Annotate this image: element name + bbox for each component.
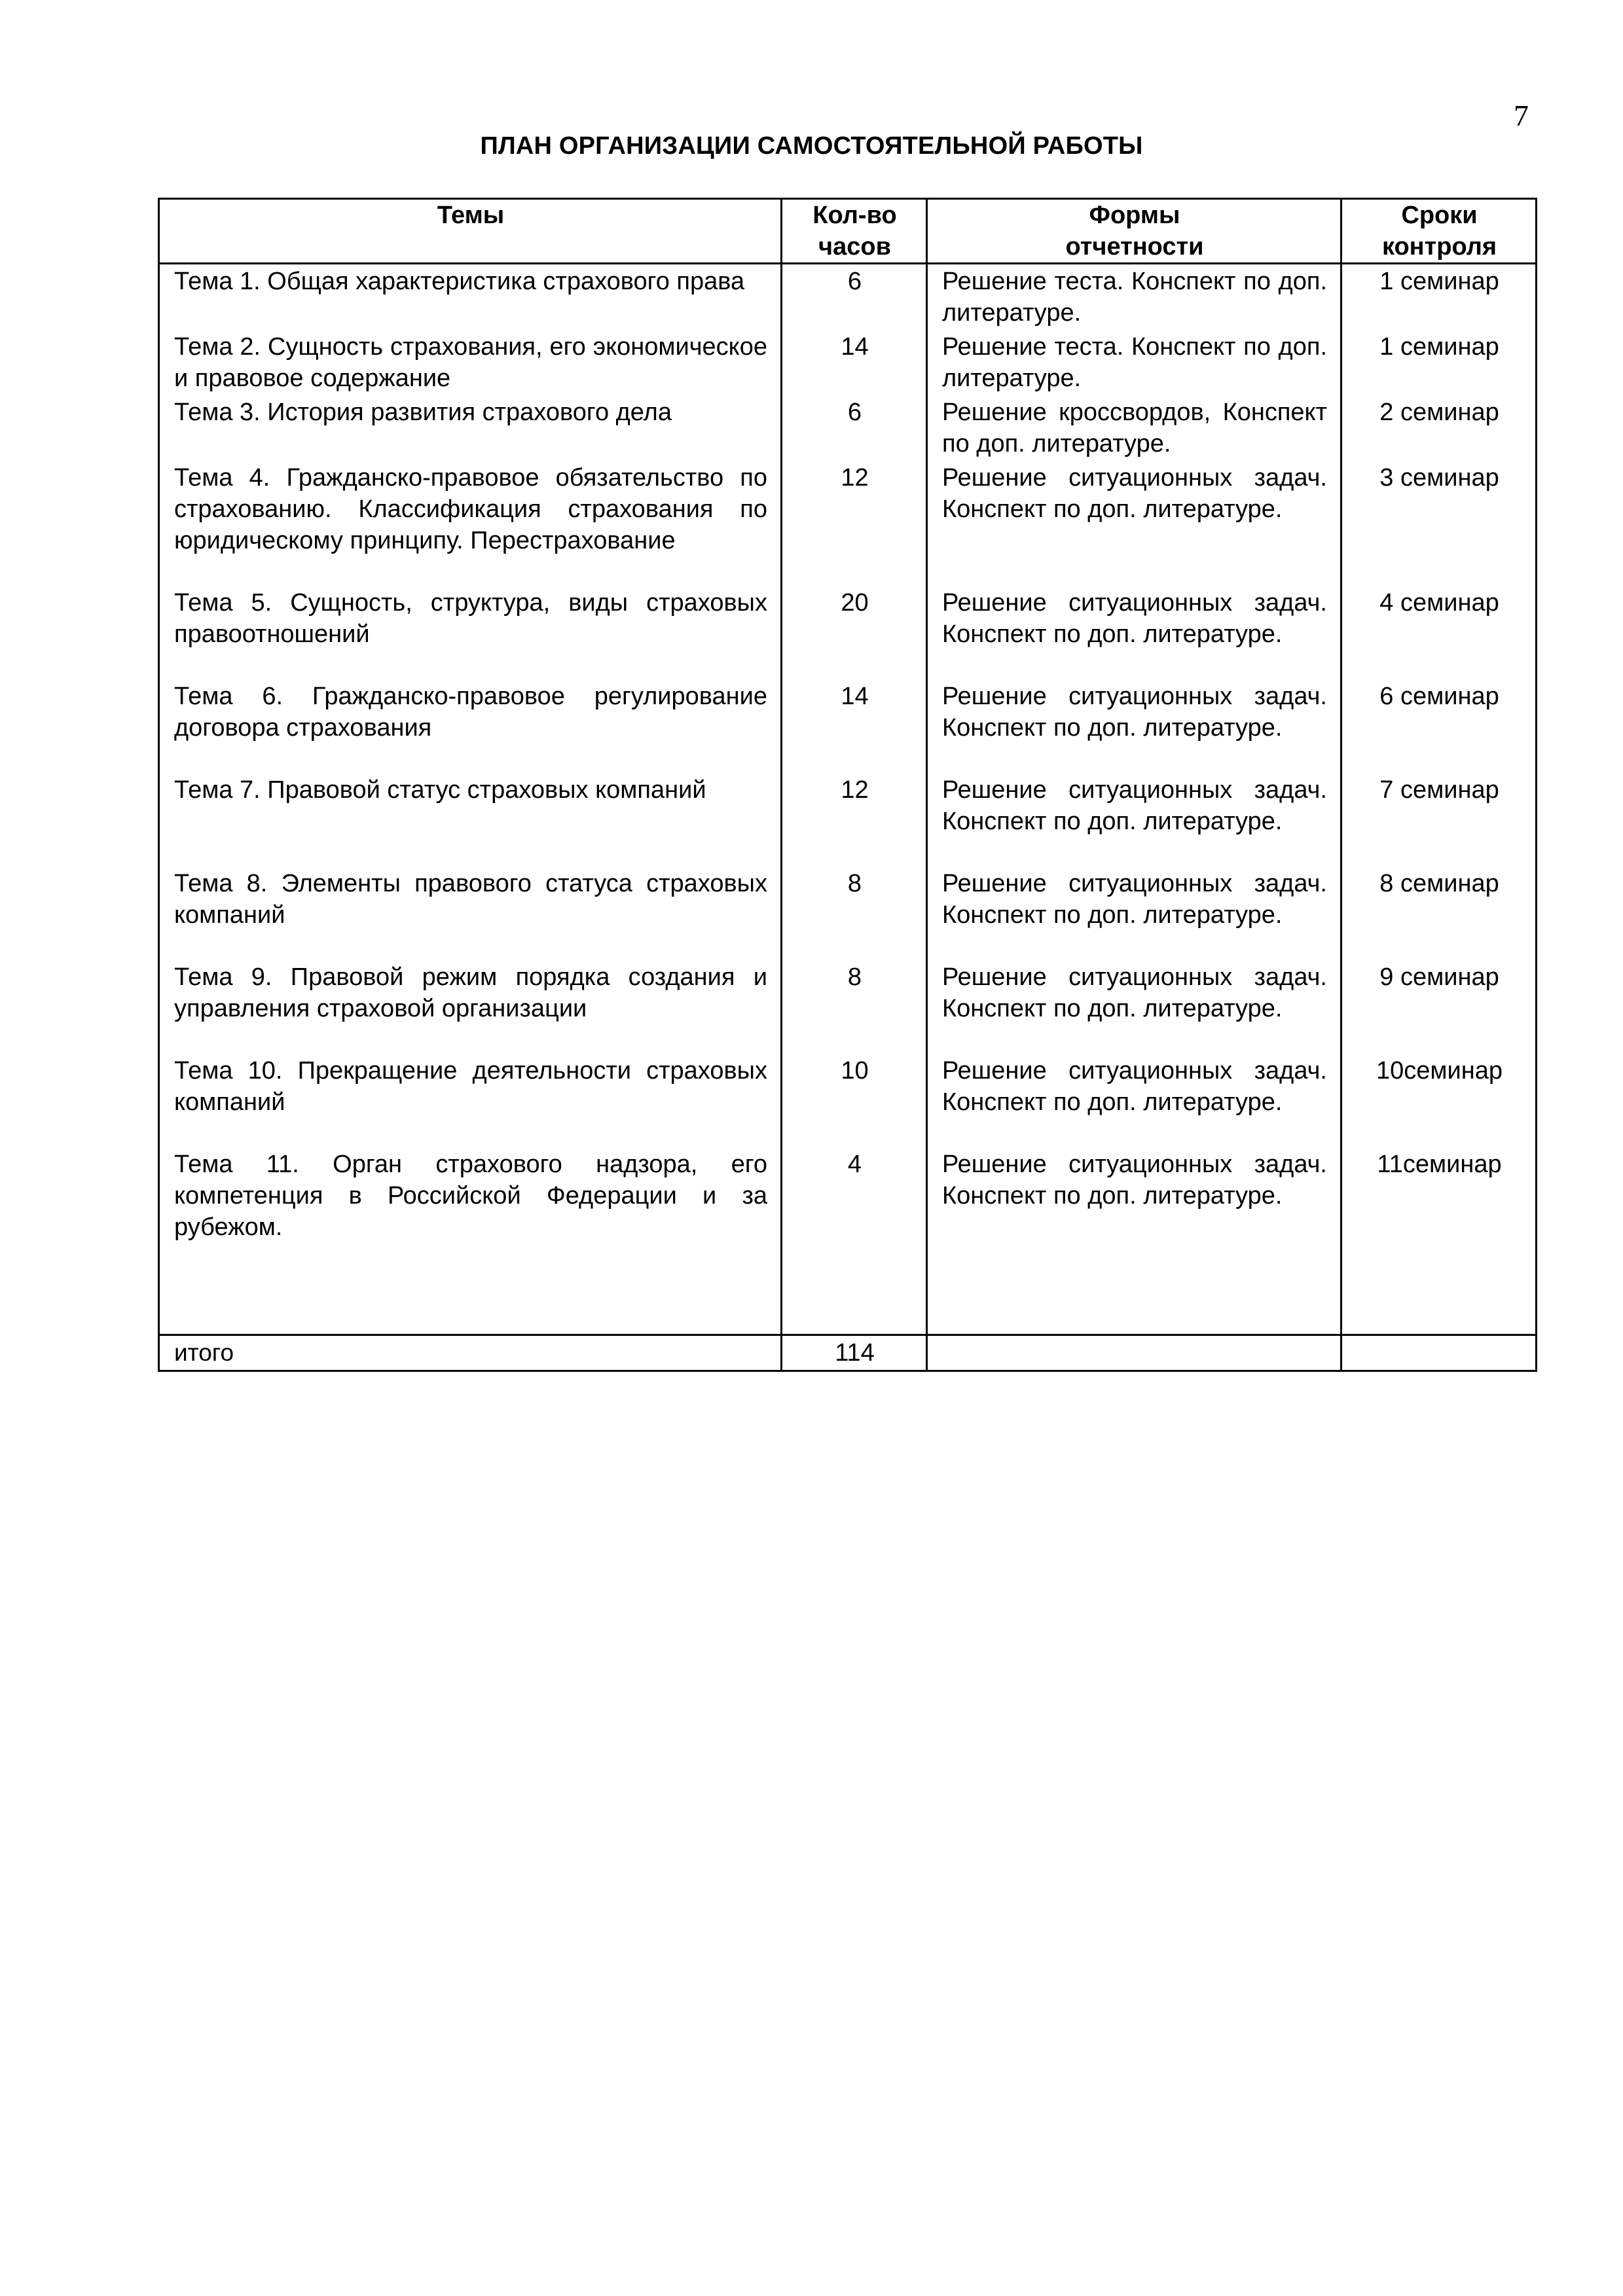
topic-cell: Тема 3. История развития страхового дела	[159, 395, 782, 461]
page-title: ПЛАН ОРГАНИЗАЦИИ САМОСТОЯТЕЛЬНОЙ РАБОТЫ	[480, 132, 1143, 160]
control-cell: 10семинар	[1341, 1054, 1537, 1147]
total-forms	[927, 1335, 1341, 1371]
hours-cell: 14	[782, 330, 927, 395]
page-number: 7	[1514, 99, 1529, 132]
control-cell: 3 семинар	[1341, 461, 1537, 586]
table-row	[159, 264, 1537, 331]
forms-cell: Решение ситуационных задач. Конспект по доп. литературе.	[927, 960, 1341, 1054]
control-cell: 2 семинар	[1341, 395, 1537, 461]
table-row	[159, 461, 1537, 586]
forms-cell: Решение ситуационных задач. Конспект по доп. литературе.	[927, 461, 1341, 586]
forms-cell: Решение ситуационных задач. Конспект по доп. литературе.	[927, 1054, 1341, 1147]
header-control-line1: Сроки	[1401, 202, 1478, 229]
control-cell: 9 семинар	[1341, 960, 1537, 1054]
header-topics-label: Темы	[437, 202, 505, 229]
forms-cell: Решение ситуационных задач. Конспект по доп. литературе.	[927, 679, 1341, 773]
hours-cell: 20	[782, 586, 927, 679]
topic-cell: Тема 2. Сущность страхования, его экономическое и правовое содержание	[159, 330, 782, 395]
control-cell: 6 семинар	[1341, 679, 1537, 773]
control-cell: 11семинар	[1341, 1147, 1537, 1335]
hours-cell: 10	[782, 1054, 927, 1147]
hours-cell: 12	[782, 773, 927, 867]
total-control	[1341, 1335, 1537, 1371]
table-row	[159, 586, 1537, 679]
forms-cell: Решение ситуационных задач. Конспект по доп. литературе.	[927, 1147, 1341, 1335]
table-row	[159, 679, 1537, 773]
topic-cell: Тема 11. Орган страхового надзора, его компетенция в Российской Федерации и за рубежом.	[159, 1147, 782, 1335]
hours-cell: 6	[782, 395, 927, 461]
total-hours: 114	[782, 1335, 927, 1371]
hours-cell: 4	[782, 1147, 927, 1335]
table-row	[159, 960, 1537, 1054]
topic-cell: Тема 9. Правовой режим порядка создания и управления страховой организации	[159, 960, 782, 1054]
topic-cell: Тема 4. Гражданско-правовое обязательство по страхованию. Классификация страхования по юридическому принципу. Перестрахование	[159, 461, 782, 586]
header-topics	[159, 199, 782, 264]
hours-cell: 14	[782, 679, 927, 773]
header-forms-line2: отчетности	[1065, 233, 1204, 260]
topic-cell: Тема 1. Общая характеристика страхового права	[159, 264, 782, 331]
forms-cell: Решение кроссвордов, Конспект по доп. литературе.	[927, 395, 1341, 461]
hours-cell: 8	[782, 867, 927, 960]
header-hours-line1: Кол-во	[812, 202, 897, 229]
table-row	[159, 867, 1537, 960]
topic-cell: Тема 6. Гражданско-правовое регулирование договора страхования	[159, 679, 782, 773]
header-control	[1341, 199, 1537, 264]
table-row	[159, 1054, 1537, 1147]
header-forms	[927, 199, 1341, 264]
control-cell: 7 семинар	[1341, 773, 1537, 867]
table-row	[159, 330, 1537, 395]
hours-cell: 12	[782, 461, 927, 586]
table-row	[159, 773, 1537, 867]
table-row	[159, 1147, 1537, 1335]
header-hours-line2: часов	[818, 233, 891, 260]
forms-cell: Решение ситуационных задач. Конспект по доп. литературе.	[927, 773, 1341, 867]
topic-cell: Тема 7. Правовой статус страховых компаний	[159, 773, 782, 867]
control-cell: 1 семинар	[1341, 330, 1537, 395]
topic-cell: Тема 8. Элементы правового статуса страховых компаний	[159, 867, 782, 960]
control-cell: 4 семинар	[1341, 586, 1537, 679]
work-plan-table	[158, 198, 1537, 1372]
topic-cell: Тема 5. Сущность, структура, виды страховых правоотношений	[159, 586, 782, 679]
table-header-row	[159, 199, 1537, 264]
table-row	[159, 395, 1537, 461]
total-row	[159, 1335, 1537, 1371]
control-cell: 1 семинар	[1341, 264, 1537, 331]
hours-cell: 6	[782, 264, 927, 331]
forms-cell: Решение теста. Конспект по доп. литературе.	[927, 330, 1341, 395]
total-label: итого	[159, 1335, 782, 1371]
control-cell: 8 семинар	[1341, 867, 1537, 960]
forms-cell: Решение ситуационных задач. Конспект по доп. литературе.	[927, 867, 1341, 960]
topic-cell: Тема 10. Прекращение деятельности страховых компаний	[159, 1054, 782, 1147]
header-control-line2: контроля	[1381, 233, 1497, 260]
hours-cell: 8	[782, 960, 927, 1054]
header-hours	[782, 199, 927, 264]
header-forms-line1: Формы	[1089, 202, 1180, 229]
forms-cell: Решение теста. Конспект по доп. литературе.	[927, 264, 1341, 331]
forms-cell: Решение ситуационных задач. Конспект по доп. литературе.	[927, 586, 1341, 679]
